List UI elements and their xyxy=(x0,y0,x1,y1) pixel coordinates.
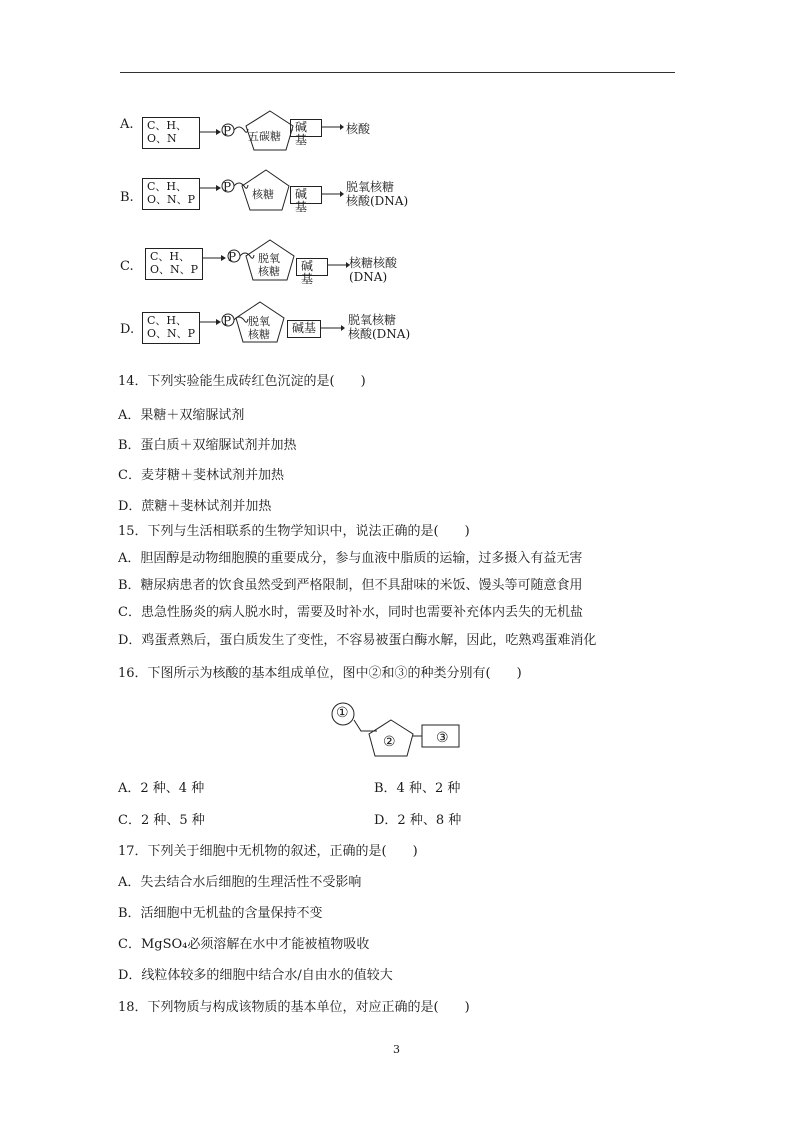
elements-box: C、H、 O、N、P xyxy=(142,312,200,344)
q16-option-b: B．4 种、2 种 xyxy=(374,781,461,796)
base-box: 碱基 xyxy=(290,186,322,204)
base-box: 碱基 xyxy=(290,119,322,137)
sugar-label: 五碳糖 xyxy=(248,130,281,143)
option-letter: D. xyxy=(120,322,135,337)
question-17-stem: 17．下列关于细胞中无机物的叙述，正确的是( ) xyxy=(118,844,418,859)
q16-option-d: D．2 种、8 种 xyxy=(374,813,462,828)
q15-option-c: C．患急性肠炎的病人脱水时，需要及时补水，同时也需要补充体内丢失的无机盐 xyxy=(118,605,583,620)
elements-box: C、H、 O、N xyxy=(142,117,200,149)
product-label: 核酸 xyxy=(346,122,371,136)
base-box: 碱基 xyxy=(287,320,321,338)
q15-option-a: A．胆固醇是动物细胞膜的重要成分，参与血液中脂质的运输，过多摄入有益无害 xyxy=(118,551,583,566)
label-3: ③ xyxy=(436,730,449,746)
product-label: 核糖核酸 (DNA) xyxy=(349,256,398,284)
phosphate-symbol: P xyxy=(223,180,232,194)
sugar-label: 核糖 xyxy=(252,188,274,201)
q14-option-a: A．果糖＋双缩脲试剂 xyxy=(118,408,245,423)
phosphate-symbol: P xyxy=(228,250,237,264)
question-18-stem: 18．下列物质与构成该物质的基本单位，对应正确的是( ) xyxy=(118,1000,470,1015)
q14-option-c: C．麦芽糖＋斐林试剂并加热 xyxy=(118,468,284,483)
label-1: ① xyxy=(336,705,349,721)
option-letter: A. xyxy=(120,117,134,132)
label-2: ② xyxy=(383,734,396,750)
q17-option-d: D．线粒体较多的细胞中结合水/自由水的值较大 xyxy=(118,968,393,983)
q15-option-b: B．糖尿病患者的饮食虽然受到严格限制，但不具甜味的米饭、馒头等可随意食用 xyxy=(118,578,583,593)
option-letter: C. xyxy=(120,259,134,274)
q17-option-b: B．活细胞中无机盐的含量保持不变 xyxy=(118,906,323,921)
sugar-label: 脱氧 核糖 xyxy=(248,315,270,341)
page-number: 3 xyxy=(393,1043,400,1056)
q17-option-a: A．失去结合水后细胞的生理活性不受影响 xyxy=(118,875,362,890)
arrow-icon xyxy=(328,260,350,270)
q16-option-c: C．2 种、5 种 xyxy=(118,813,205,828)
product-label: 脱氧核糖 核酸(DNA) xyxy=(346,180,409,208)
arrow-icon xyxy=(321,323,345,333)
q14-option-b: B．蛋白质＋双缩脲试剂并加热 xyxy=(118,438,297,453)
question-14-stem: 14．下列实验能生成砖红色沉淀的是( ) xyxy=(118,374,366,389)
elements-box: C、H、 O、N、P xyxy=(145,248,203,280)
q15-option-d: D．鸡蛋煮熟后，蛋白质发生了变性，不容易被蛋白酶水解，因此，吃熟鸡蛋难消化 xyxy=(118,633,597,648)
phosphate-symbol: P xyxy=(223,124,232,138)
option-letter: B. xyxy=(120,190,134,205)
base-box: 碱基 xyxy=(296,258,328,276)
q14-option-d: D．蔗糖＋斐林试剂并加热 xyxy=(118,499,272,514)
question-16-stem: 16．下图所示为核酸的基本组成单位，图中②和③的种类分别有( ) xyxy=(118,666,522,681)
elements-box: C、H、 O、N、P xyxy=(142,178,200,210)
sugar-label: 脱氧 核糖 xyxy=(258,252,280,278)
header-rule xyxy=(120,72,675,73)
phosphate-symbol: P xyxy=(223,314,232,328)
arrow-icon xyxy=(322,189,344,199)
product-label: 脱氧核糖 核酸(DNA) xyxy=(348,313,411,341)
q16-option-a: A．2 种、4 种 xyxy=(118,781,205,796)
question-15-stem: 15．下列与生活相联系的生物学知识中，说法正确的是( ) xyxy=(118,524,470,539)
arrow-icon xyxy=(322,122,344,132)
q17-option-c: C．MgSO₄必须溶解在水中才能被植物吸收 xyxy=(118,937,370,952)
